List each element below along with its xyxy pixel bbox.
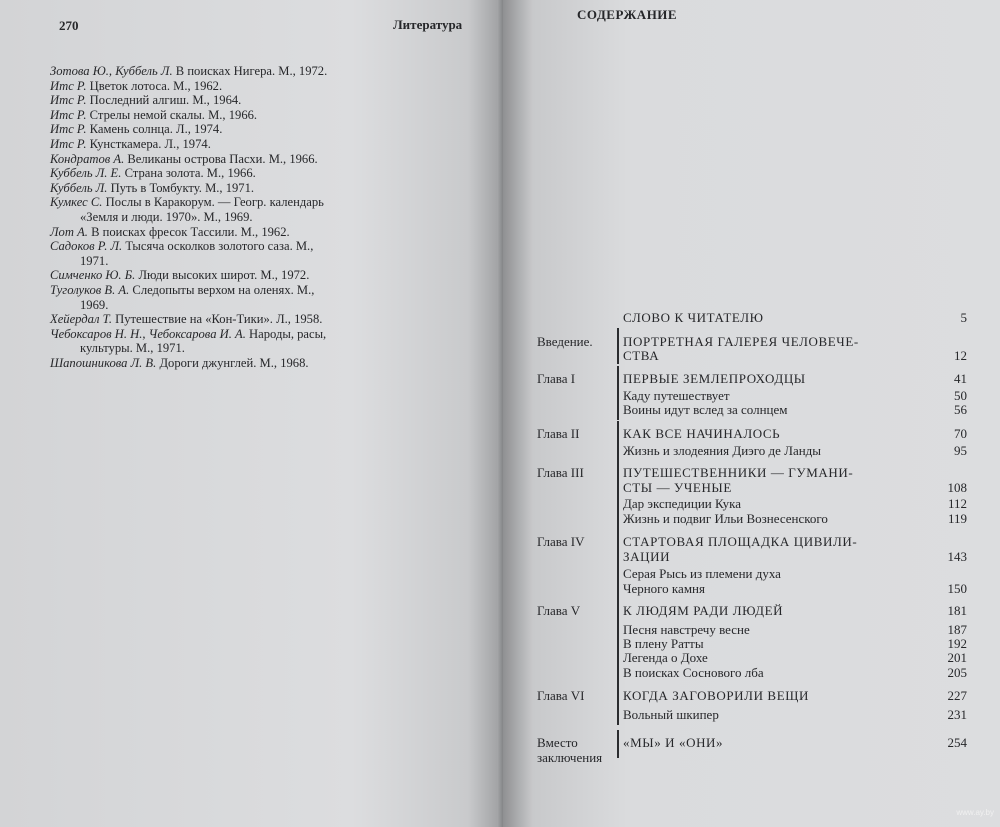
- bibliography-title: Народы, расы,: [249, 326, 327, 341]
- contents-page-number: 254: [947, 735, 967, 750]
- bibliography-entry: [51, 283, 471, 312]
- contents-row: [537, 549, 967, 565]
- contents-page-number: 205: [947, 665, 967, 680]
- bibliography-author: Итс Р.: [50, 93, 87, 108]
- bibliography-title: Тысяча осколков золотого саза. М.,: [125, 239, 314, 254]
- contents-page-number: 95: [954, 443, 967, 458]
- contents-entry: Вольный шкипер: [623, 707, 719, 722]
- contents-entry: «МЫ» И «ОНИ»: [623, 735, 724, 750]
- contents-page-number: 5: [960, 310, 967, 325]
- contents-row: [537, 371, 967, 387]
- contents-page-number: 181: [947, 603, 967, 618]
- bibliography-author: Куббель Л.: [50, 180, 108, 195]
- contents-page-number: 227: [947, 688, 967, 703]
- contents-entry: В плену Ратты: [623, 636, 704, 651]
- bibliography-author: Зотова Ю., Куббель Л.: [50, 64, 173, 78]
- bibliography-entry: [51, 152, 471, 167]
- contents-row: [537, 688, 967, 704]
- bibliography-title: Страна золота. М., 1966.: [124, 166, 256, 181]
- bibliography-title: В поисках Нигера. М., 1972.: [175, 64, 328, 78]
- bibliography-entry: [51, 108, 471, 123]
- bibliography-author: Кондратов А.: [50, 151, 125, 166]
- bibliography-title: Путь в Томбукту. М., 1971.: [110, 180, 255, 195]
- chapter-rule: [617, 529, 619, 599]
- contents-row: [537, 480, 967, 496]
- contents-row: [537, 534, 967, 550]
- bibliography-author: Лот А.: [50, 224, 88, 239]
- contents-entry: Жизнь и подвиг Ильи Вознесенского: [623, 511, 828, 526]
- contents-label: заключения: [537, 750, 603, 765]
- bibliography-title: Послы в Каракорум. — Геогр. календарь: [105, 195, 324, 210]
- bibliography-author: Симченко Ю. Б.: [50, 268, 136, 283]
- bibliography-title: Стрелы немой скалы. М., 1966.: [89, 107, 258, 122]
- chapter-rule: [617, 460, 619, 530]
- bibliography-title: В поисках фресок Тассили. М., 1962.: [91, 224, 290, 239]
- contents-label: Глава III: [537, 465, 584, 480]
- contents-row: [537, 511, 967, 527]
- bibliography-entry: [51, 79, 471, 94]
- bibliography-entry: [51, 195, 471, 224]
- contents-row: [537, 348, 967, 364]
- bibliography-entry: [51, 327, 471, 356]
- bibliography-author: Садоков Р. Л.: [50, 239, 123, 254]
- bibliography-continuation: 1969.: [80, 297, 109, 312]
- contents-label: Глава V: [537, 603, 581, 618]
- bibliography-title: Цветок лотоса. М., 1962.: [89, 78, 223, 93]
- contents-entry: СЛОВО К ЧИТАТЕЛЮ: [623, 310, 764, 325]
- contents-entry: СТЫ — УЧЕНЫЕ: [623, 480, 732, 495]
- chapter-rule: [617, 598, 619, 684]
- contents-row: [537, 665, 967, 681]
- contents-row: [537, 707, 967, 723]
- bibliography-author: Шапошникова Л. В.: [50, 355, 157, 370]
- contents-label: Вместо: [537, 735, 578, 750]
- chapter-rule: [617, 421, 619, 461]
- contents-label: Глава IV: [537, 534, 585, 549]
- bibliography-title: Последний алгиш. М., 1964.: [89, 93, 242, 108]
- contents-page-number: 201: [947, 650, 967, 665]
- contents-entry: Легенда о Дохе: [623, 650, 708, 665]
- contents-entry: В поисках Соснового лба: [623, 665, 764, 680]
- contents-entry: КОГДА ЗАГОВОРИЛИ ВЕЩИ: [623, 688, 809, 703]
- chapter-rule: [617, 683, 619, 725]
- contents-page-number: 192: [947, 636, 967, 651]
- contents-entry: К ЛЮДЯМ РАДИ ЛЮДЕЙ: [623, 603, 784, 618]
- bibliography-title: Кунсткамера. Л., 1974.: [89, 136, 211, 151]
- contents-entry: ЗАЦИИ: [623, 549, 671, 564]
- contents-entry: Песня навстречу весне: [623, 622, 750, 637]
- bibliography-entry: [51, 356, 471, 371]
- contents-page-number: 70: [954, 426, 967, 441]
- contents-page-number: 12: [954, 348, 967, 363]
- contents-page-number: 143: [947, 549, 967, 564]
- contents-label: Глава I: [537, 371, 576, 386]
- chapter-rule: [617, 730, 619, 758]
- contents-page-number: 108: [947, 480, 967, 495]
- bibliography-continuation: 1971.: [80, 253, 109, 268]
- contents-entry: Жизнь и злодеяния Диэго де Ланды: [623, 443, 822, 458]
- bibliography-author: Кумкес С.: [50, 195, 103, 210]
- contents-row: [537, 650, 967, 666]
- contents-page-number: 112: [947, 496, 967, 511]
- bibliography-title: Люди высоких широт. М., 1972.: [138, 268, 310, 283]
- contents-label: Глава II: [537, 426, 580, 441]
- bibliography-entry: [51, 93, 471, 108]
- contents-page-number: 150: [947, 581, 967, 596]
- bibliography-entry: [51, 225, 471, 240]
- contents-row: [537, 496, 967, 512]
- bibliography-author: Хейердал Т.: [50, 312, 112, 327]
- contents-row: [537, 581, 967, 597]
- bibliography-author: Чебоксаров Н. Н., Чебоксарова И. А.: [50, 326, 246, 341]
- bibliography-entry: [51, 137, 471, 152]
- contents-entry: Дар экспедиции Кука: [623, 496, 742, 511]
- bibliography-title: Великаны острова Пасхи. М., 1966.: [127, 151, 318, 166]
- contents-entry: Каду путешествует: [623, 388, 730, 403]
- bibliography-entry: [51, 239, 471, 268]
- bibliography-author: Итс Р.: [50, 78, 87, 93]
- contents-entry: СТАРТОВАЯ ПЛОЩАДКА ЦИВИЛИ-: [623, 534, 858, 549]
- contents-page-number: 50: [954, 388, 967, 403]
- bibliography-author: Куббель Л. Е.: [50, 166, 122, 181]
- contents-page-number: 119: [947, 511, 967, 526]
- contents-page-number: 56: [954, 402, 967, 417]
- right-page: [503, 0, 1000, 827]
- bibliography-entry: [51, 122, 471, 137]
- bibliography-title: Путешествие на «Кон-Тики». Л., 1958.: [115, 312, 323, 327]
- bibliography-entry: [51, 312, 471, 327]
- contents-entry: ПУТЕШЕСТВЕННИКИ — ГУМАНИ-: [623, 465, 854, 480]
- contents-row: [537, 465, 967, 481]
- contents-label: Глава VI: [537, 688, 585, 703]
- contents-row: [537, 402, 967, 418]
- page-number: 270: [59, 18, 79, 33]
- contents-entry: ПОРТРЕТНАЯ ГАЛЕРЕЯ ЧЕЛОВЕЧЕ-: [623, 334, 859, 349]
- bibliography-title: Следопыты верхом на оленях. М.,: [132, 282, 315, 297]
- bibliography-entry: [51, 268, 471, 283]
- watermark: www.ay.by: [956, 808, 994, 817]
- bibliography-author: Итс Р.: [50, 107, 87, 122]
- bibliography-entry: [51, 181, 471, 196]
- bibliography-author: Туголуков В. А.: [50, 282, 130, 297]
- bibliography-entry: [51, 64, 471, 79]
- contents-row: [537, 735, 967, 751]
- contents-row: [537, 443, 967, 459]
- bibliography-list: [51, 64, 471, 370]
- bibliography-author: Итс Р.: [50, 122, 87, 137]
- bibliography-title: Дороги джунглей. М., 1968.: [159, 355, 309, 370]
- contents-entry: КАК ВСЕ НАЧИНАЛОСЬ: [623, 426, 781, 441]
- contents-row: [537, 426, 967, 442]
- contents-entry: Черного камня: [623, 581, 705, 596]
- contents-entry: СТВА: [623, 348, 660, 363]
- chapter-rule: [617, 366, 619, 420]
- contents-row: [537, 566, 967, 582]
- running-head: Литература: [393, 17, 463, 32]
- contents-row: [537, 310, 967, 326]
- contents-row: [537, 603, 967, 619]
- contents-row: [537, 750, 967, 766]
- contents-page-number: 41: [954, 371, 967, 386]
- bibliography-entry: [51, 166, 471, 181]
- contents-heading: СОДЕРЖАНИЕ: [577, 7, 678, 22]
- contents-page-number: 231: [947, 707, 967, 722]
- bibliography-title: Камень солнца. Л., 1974.: [89, 122, 223, 137]
- contents-page-number: 187: [947, 622, 967, 637]
- chapter-rule: [617, 328, 619, 364]
- bibliography-author: Итс Р.: [50, 136, 87, 151]
- bibliography-continuation: культуры. М., 1971.: [80, 341, 185, 356]
- bibliography-continuation: «Земля и люди. 1970». М., 1969.: [80, 209, 253, 224]
- contents-label: Введение.: [537, 334, 593, 349]
- contents-entry: Серая Рысь из племени духа: [623, 566, 781, 581]
- contents-entry: ПЕРВЫЕ ЗЕМЛЕПРОХОДЦЫ: [623, 371, 806, 386]
- contents-entry: Воины идут вслед за солнцем: [623, 402, 788, 417]
